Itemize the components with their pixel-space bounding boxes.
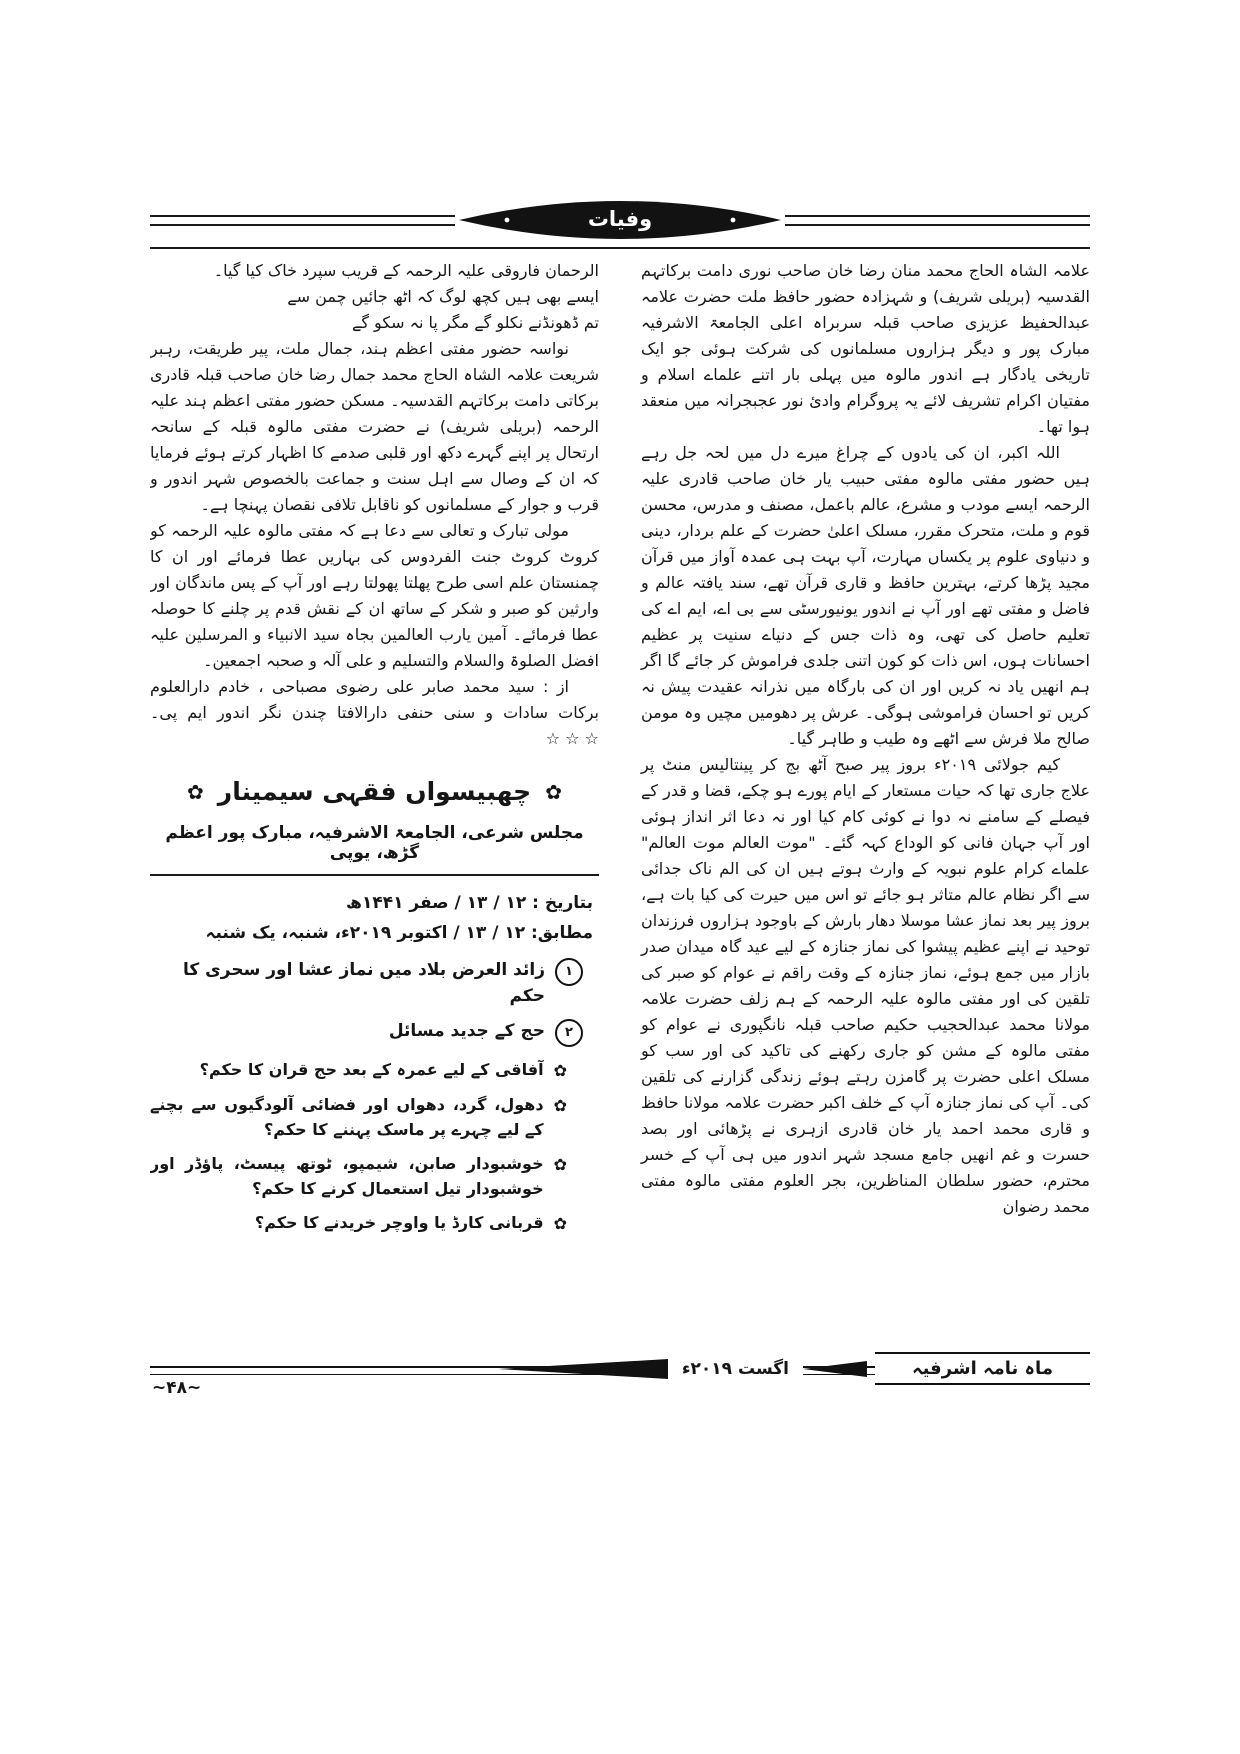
seminar-subheading: مجلس شرعی، الجامعۃ الاشرفیہ، مبارک پور اعظم گڑھ، یوپی	[150, 822, 599, 876]
agenda-item	[150, 1018, 599, 1047]
footer-long-arrow-icon	[498, 1359, 668, 1379]
masthead-cartouche	[455, 196, 785, 244]
flower-bullet-icon: ✿	[553, 1154, 567, 1174]
column-right	[641, 258, 1090, 1350]
flower-bullet-icon: ✿	[553, 1095, 567, 1115]
paragraph: الرحمان فاروقی علیہ الرحمہ کے قریب سپرد خاک کیا گیا۔	[213, 261, 599, 280]
byline-text: از : سید محمد صابر علی رضوی مصباحی ، خادم دارالعلوم برکات سادات و سنی حنفی دارالافتا چندن نگر اندور ایم پی۔	[150, 677, 599, 722]
agenda-item	[150, 957, 599, 1009]
paragraph: کیم جولائی ۲۰۱۹ء بروز پیر صبح آٹھ بج کر پینتالیس منٹ پر علاج جاری تھا کہ حیات مستعار کے ایام پورے ہو چکے، قضا و قدر کے فیصلے کے سامنے نہ دوا نے کوئی کام کیا اور نہ دعا اثر انداز ہوئی اور آپ جہان فانی کو الوداع کہہ گئے۔ "موت العالم موت العالم" علماے کرام علوم نبویہ کے وارث ہوتے ہیں ان کی الم ناک جدائی سے اگر نظام عالم متاثر ہو جائے تو اس میں حیرت کی کیا بات ہے، بروز پیر بعد نماز عشا موسلا دھار بارش کے باوجود ہزاروں فرزندان توحید نے اپنے عظیم پیشوا کی نماز جنازہ کے لیے عید گاہ میدان صدر بازار میں جمع ہوئے، نماز جنازہ کے وقت راقم نے عوام کو صبر کی تلقین کی اور مفتی مالوہ علیہ الرحمہ کے ہم زلف حضرت علامہ مولانا محمد عبدالحجیب حکیم صاحب قبلہ نانگپوری نے عوام کو مفتی مالوہ کے مشن کو جاری رکھنے کی تاکید کی اور سب کو مسلک اعلی حضرت پر گامزن رہتے ہوئے زندگی گزارنے کی تلقین کی۔ آپ کی نماز جنازہ آپ کے خلف اکبر حضرت علامہ مولانا حافظ و قاری محمد احمد یار خان قادری ازہری نے پڑھائی اور بصد حسرت و غم انھیں جامع مسجد شہر اندور میں ہی آپ کے خسر محترم، حضور سلطان المناظرین، بجر العلوم مفتی مالوہ مفتی محمد رضوان	[641, 755, 1090, 1216]
question-item	[150, 1057, 599, 1083]
paragraph: نواسہ حضور مفتی اعظم ہند، جمال ملت، پیر طریقت، رہبر شریعت علامہ الشاہ الحاج محمد جمال رضا خان صاحب قبلہ قادری برکاتی دامت برکاتہم القدسیہ۔ مسکن حضور مفتی اعظم ہند علیہ الرحمہ (بریلی شریف) نے حضرت مفتی مالوہ قبلہ کے سانحہ ارتحال پر اپنے گہرے دکھ اور قلبی صدمے کا اظہار کرتے ہوئے فرمایا کہ ان کے وصال سے اہل سنت و جماعت بالخصوص شہر اندور و قرب و جوار کے مسلمانوں کو ناقابل تلافی نقصان پہنچا ہے۔	[150, 339, 599, 514]
page-footer	[150, 1352, 1090, 1404]
agenda-text: زائد العرض بلاد میں نماز عشا اور سحری کا حکم	[182, 959, 545, 1006]
flower-bullet-icon: ✿	[553, 1060, 567, 1080]
seminar-heading-row	[150, 776, 599, 809]
seminar-dates	[150, 888, 599, 948]
seminar-questions	[150, 1057, 599, 1236]
article-columns	[150, 258, 1090, 1350]
masthead-rule-left	[150, 215, 455, 226]
paragraph: اللہ اکبر، ان کی یادوں کے چراغ میرے دل میں لحہ جل رہے ہیں حضور مفتی مالوہ مفتی حبیب یار خان صاحب قادری علیہ الرحمہ ایسے مودب و مشرع، عالم باعمل، مصنف و مدرس، محسن قوم و ملت، متحرک مقرر، مسلک اعلیٰ حضرت کے علم بردار، دینی و دنیاوی علوم پر یکساں مہارت، آپ بہت ہی عمدہ آواز میں قرآن مجید پڑھا کرتے، بہترین حافظ و قاری قرآن تھے، سند یافتہ عالم و فاضل و مفتی تھے اور آپ نے اندور یونیورسٹی سے بی اے، ایم اے کی تعلیم حاصل کی تھی، وہ ذات جس کے دنیاے سنیت پر عظیم احسانات ہوں، اس ذات کو کون اتنی جلدی فراموش کر جائے گا اگر ہم انھیں یاد نہ کریں اور ان کی بارگاہ میں نذرانہ عقیدت پیش نہ کریں تو احسان فراموشی ہوگی۔ عرش پر دھومیں مچیں وہ مومن صالح ملا فرش سے اٹھے وہ طیب و طاہر گیا۔	[641, 443, 1090, 748]
masthead	[150, 196, 1090, 244]
agenda-text: حج کے جدید مسائل	[388, 1020, 545, 1041]
byline	[150, 674, 599, 752]
header-divider	[150, 247, 1090, 249]
question-item	[150, 1151, 599, 1201]
question-text: دھول، گرد، دھواں اور فضائی آلودگیوں سے بچنے کے لیے چہرے پر ماسک پہننے کا حکم؟	[150, 1094, 544, 1139]
couplet-line: ایسے بھی ہیں کچھ لوگ کہ اٹھ جائیں چمن سے	[287, 287, 599, 306]
flower-ornament-icon: ✿	[545, 780, 562, 805]
masthead-rule-right	[785, 215, 1090, 226]
footer-magazine-name: ماہ نامہ اشرفیہ	[875, 1352, 1090, 1385]
seminar-agenda	[150, 957, 599, 1047]
seminar-date-gregorian: مطابق: ۱۲ / ۱۳ / اکتوبر ۲۰۱۹ء، شنبہ، یک شنبہ	[205, 922, 593, 943]
question-item	[150, 1092, 599, 1142]
question-text: خوشبودار صابن، شیمپو، ٹوتھ پیسٹ، پاؤڈر اور خوشبودار تیل استعمال کرنے کا حکم؟	[150, 1153, 544, 1198]
question-text: آفاقی کے لیے عمرہ کے بعد حج قران کا حکم؟	[199, 1059, 544, 1079]
question-text: قربانی کارڈ یا واوچر خریدنے کا حکم؟	[254, 1212, 544, 1232]
footer-issue-date: اگست ۲۰۱۹ء	[668, 1359, 803, 1379]
flower-bullet-icon: ✿	[553, 1213, 567, 1233]
page-number: ~۴۸~	[152, 1378, 202, 1398]
flower-ornament-icon: ✿	[187, 780, 204, 805]
couplet-line: تم ڈھونڈنے نکلو گے مگر پا نہ سکو گے	[351, 313, 599, 332]
paragraph: مولی تبارک و تعالی سے دعا ہے کہ مفتی مالوہ علیہ الرحمہ کو کروٹ کروٹ جنت الفردوس کی بہاریں عطا فرمائے اور ان کا چمنستان علم اسی طرح پھلتا پھولتا رہے اور آپ کے پس ماندگان اور وارثین کو صبر و شکر کے ساتھ ان کے نقش قدم پر چلنے کا حوصلہ عطا فرمائے۔ آمین یارب العالمین بجاہ سید الانبیاء و المرسلین علیہ افضل الصلوۃ والسلام والتسلیم و علی آلہ و صحبہ اجمعین۔	[150, 521, 599, 670]
stars-ornament-icon: ☆ ☆ ☆	[545, 729, 599, 748]
agenda-number-icon: ۱	[555, 958, 583, 986]
seminar-heading: چھبیسواں فقہی سیمینار	[217, 777, 532, 806]
agenda-number-icon: ۲	[555, 1019, 583, 1047]
paragraph: علامہ الشاہ الحاج محمد منان رضا خان صاحب نوری دامت برکاتہم القدسیہ (بریلی شریف) و شہزادہ حضور حافظ ملت حضرت علامہ عبدالحفیظ عزیزی صاحب قبلہ سربراہ اعلی الجامعۃ الاشرفیہ مبارک پور و دیگر ہزاروں مسلمانوں کی شرکت ہوئی جو ایک تاریخی یادگار ہے اندور مالوہ میں پہلی بار اتنے علماے اسلام و مفتیان اکرام تشریف لائے یہ پروگرام وادیٔ نور عجبجرانہ میں منعقد ہوا تھا۔	[641, 261, 1090, 436]
seminar-section	[150, 776, 599, 1236]
footer-arrow-icon	[803, 1361, 867, 1377]
seminar-date-hijri: بتاریخ : ۱۲ / ۱۳ / صفر ۱۴۴۱ھ	[346, 892, 593, 913]
question-item	[150, 1210, 599, 1236]
column-left	[150, 258, 599, 1350]
footer-decoration	[150, 1353, 875, 1385]
section-title: وفیات	[587, 207, 653, 231]
